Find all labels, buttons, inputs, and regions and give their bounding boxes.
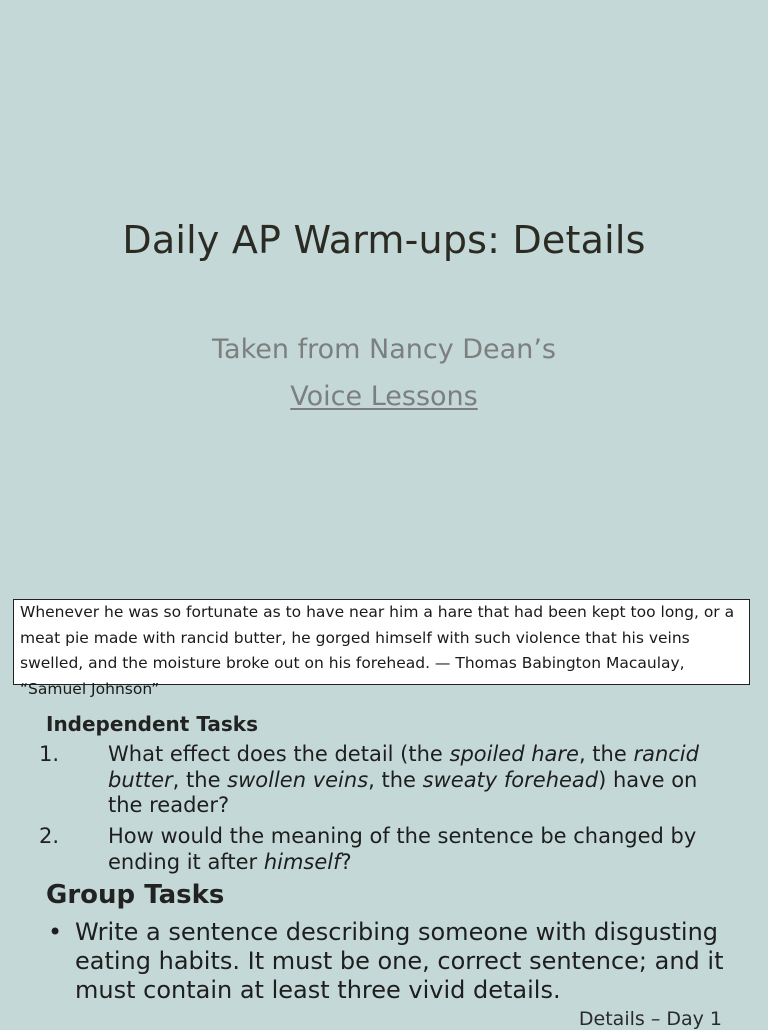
voice-lessons-link[interactable]: Voice Lessons — [290, 381, 478, 412]
task-number: 1. — [39, 742, 60, 766]
task-text: How would the meaning of the sentence be changed by ending it after himself? — [108, 824, 697, 874]
bullet-icon: • — [48, 918, 63, 946]
quote-box: Whenever he was so fortunate as to have near him a hare that had been kept too long, or a meat pie made with rancid butter, he gorged himself with such violence that his veins swelled, and the moisture broke out on his forehead. — Thomas Babington Macaulay, “Samuel Johnson” — [13, 599, 750, 685]
slide-title: Daily AP Warm-ups: Details — [122, 218, 646, 262]
bullet-text: Write a sentence describing someone with disgusting eating habits. It must be one, correct sentence; and it must contain at least three vivid details. — [75, 918, 724, 1004]
slide-subtitle: Taken from Nancy Dean’s — [212, 334, 556, 365]
subtitle-link-row — [0, 381, 768, 412]
independent-tasks-heading: Independent Tasks — [46, 712, 258, 736]
task-text: What effect does the detail (the spoiled hare, the rancid butter, the swollen veins, the sweaty forehead) have on the reader? — [108, 742, 699, 817]
group-tasks-heading: Group Tasks — [46, 880, 225, 910]
task-number: 2. — [39, 824, 60, 848]
slide-footer: Details – Day 1 — [578, 1008, 722, 1030]
